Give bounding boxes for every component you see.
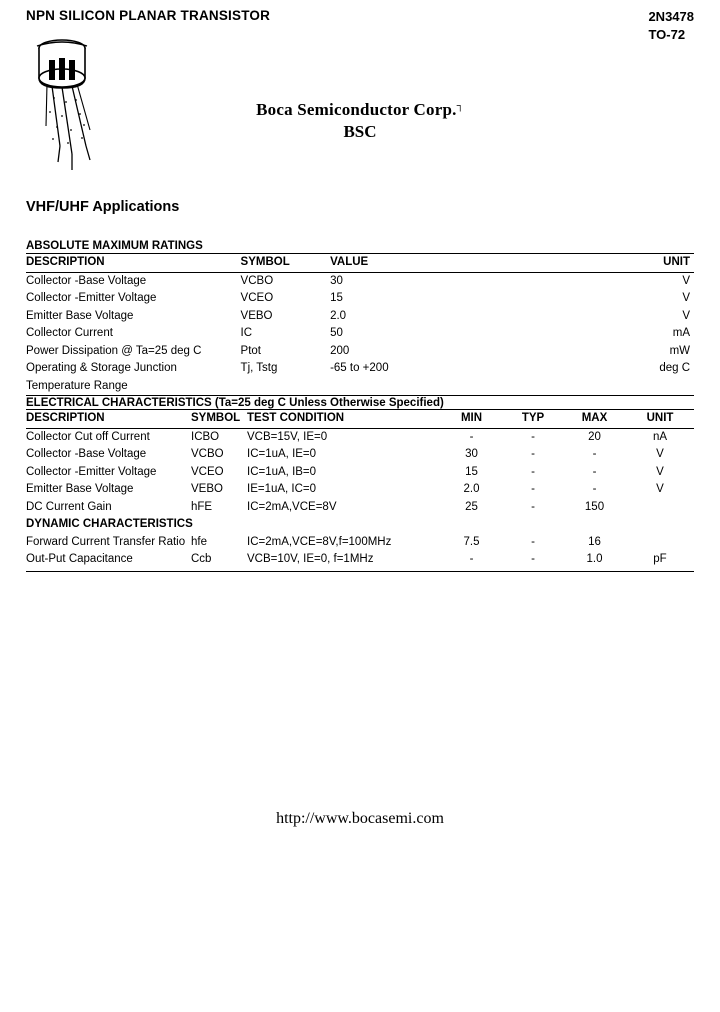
cell-test-condition: IC=1uA, IB=0 — [247, 465, 317, 478]
cell-test-condition: VCB=10V, IE=0, f=1MHz — [247, 553, 374, 566]
cell-description: Collector Cut off Current — [26, 430, 150, 443]
table-row — [26, 308, 694, 326]
cell-unit: deg C — [659, 362, 690, 375]
cell-test-condition: IC=2mA,VCE=8V — [247, 500, 337, 513]
column-header-symbol: SYMBOL — [191, 410, 247, 429]
cell-unit — [626, 499, 694, 517]
cell-symbol: Ptot — [240, 344, 262, 357]
cell-symbol: hfe — [191, 535, 207, 548]
cell-max: 20 — [588, 430, 601, 443]
cell-symbol — [241, 378, 331, 396]
table-header-row — [26, 410, 694, 429]
cell-description: Temperature Range — [26, 379, 128, 392]
website-url[interactable]: http://www.bocasemi.com — [276, 810, 444, 827]
column-header-description: DESCRIPTION — [26, 254, 241, 273]
table-row — [26, 325, 694, 343]
cell-unit: V — [656, 465, 664, 478]
electrical-characteristics-title: ELECTRICAL CHARACTERISTICS (Ta=25 deg C Unless Otherwise Specified) — [26, 395, 694, 409]
column-header-typ: TYP — [503, 410, 563, 429]
company-block — [0, 100, 720, 142]
cell-unit: mA — [672, 327, 690, 340]
cell-value: 50 — [330, 327, 343, 340]
table-row — [26, 343, 694, 361]
cell-symbol: VCBO — [240, 274, 274, 287]
cell-max: 1.0 — [586, 553, 603, 566]
table-row — [26, 446, 694, 464]
absolute-maximum-ratings-table — [26, 253, 694, 395]
cell-unit: pF — [653, 553, 667, 566]
cell-unit: V — [682, 309, 690, 322]
cell-typ: - — [531, 430, 535, 443]
electrical-characteristics-section — [26, 395, 694, 572]
table-row — [26, 290, 694, 308]
company-abbreviation: BSC — [343, 122, 377, 141]
cell-typ: - — [531, 465, 535, 478]
column-header-unit: UNIT — [626, 410, 694, 429]
cell-test-condition: VCB=15V, IE=0 — [247, 430, 328, 443]
cell-unit — [578, 378, 694, 396]
column-header-description: DESCRIPTION — [26, 410, 191, 429]
cell-min: 15 — [465, 465, 478, 478]
column-header-test-condition: TEST CONDITION — [247, 410, 440, 429]
cell-min: 7.5 — [463, 535, 480, 548]
column-header-unit: UNIT — [578, 254, 694, 273]
cell-value: 15 — [330, 292, 343, 305]
column-header-value: VALUE — [330, 254, 578, 273]
cell-description: DC Current Gain — [26, 500, 112, 513]
dynamic-characteristics-subheading: DYNAMIC CHARACTERISTICS — [26, 518, 193, 531]
cell-description: Emitter Base Voltage — [26, 309, 134, 322]
cell-symbol: hFE — [191, 500, 213, 513]
cell-symbol: Ccb — [191, 553, 212, 566]
cell-description: Collector -Base Voltage — [26, 274, 147, 287]
table-bottom-rule — [26, 571, 694, 572]
table-row — [26, 499, 694, 517]
cell-unit: mW — [669, 344, 690, 357]
cell-test-condition: IE=1uA, IC=0 — [247, 483, 317, 496]
specification-tables — [26, 240, 694, 572]
cell-test-condition: IC=1uA, IE=0 — [247, 448, 317, 461]
cell-description: Out-Put Capacitance — [26, 553, 133, 566]
cell-unit: V — [682, 274, 690, 287]
application-heading: VHF/UHF Applications — [26, 199, 180, 215]
cell-description: Collector Current — [26, 327, 113, 340]
part-identification — [648, 8, 694, 43]
cell-unit: V — [656, 448, 664, 461]
cell-symbol: VCBO — [191, 448, 224, 461]
cell-max: - — [592, 465, 597, 478]
cell-typ: - — [531, 535, 535, 548]
cell-typ: - — [531, 448, 535, 461]
cell-symbol: VCEO — [240, 292, 274, 305]
table-row — [26, 481, 694, 499]
document-title: NPN SILICON PLANAR TRANSISTOR — [26, 8, 271, 23]
cell-description: Collector -Emitter Voltage — [26, 292, 157, 305]
table-row — [26, 428, 694, 446]
table-row — [26, 272, 694, 290]
electrical-characteristics-table — [26, 409, 694, 569]
cell-symbol: ICBO — [191, 430, 220, 443]
table-row — [26, 360, 694, 378]
cell-unit: nA — [652, 430, 668, 443]
cell-value: 30 — [330, 274, 343, 287]
table-header-row — [26, 254, 694, 273]
cell-value: 2.0 — [330, 309, 347, 322]
company-name — [0, 100, 720, 120]
cell-max: 16 — [588, 535, 601, 548]
table-row — [26, 534, 694, 552]
trademark-icon: ┐ — [456, 100, 464, 112]
cell-description: Forward Current Transfer Ratio — [26, 535, 186, 548]
cell-max: - — [592, 448, 597, 461]
cell-min: - — [469, 430, 474, 443]
cell-unit: V — [656, 483, 664, 496]
package-type: TO-72 — [648, 26, 686, 42]
cell-symbol: Tj, Tstg — [240, 362, 278, 375]
cell-value: -65 to +200 — [330, 362, 389, 375]
cell-symbol: VCEO — [191, 465, 224, 478]
cell-unit: V — [682, 292, 690, 305]
column-header-symbol: SYMBOL — [241, 254, 331, 273]
cell-typ: - — [531, 553, 535, 566]
cell-description: Operating & Storage Junction — [26, 362, 177, 375]
column-header-max: MAX — [563, 410, 626, 429]
company-name-text: Boca Semiconductor Corp. — [256, 100, 457, 119]
cell-min: 2.0 — [463, 483, 480, 496]
cell-symbol: VEBO — [191, 483, 223, 496]
cell-test-condition: IC=2mA,VCE=8V,f=100MHz — [247, 535, 392, 548]
cell-max: - — [592, 483, 597, 496]
column-header-min: MIN — [440, 410, 503, 429]
cell-min: - — [469, 553, 474, 566]
table-row — [26, 378, 694, 396]
cell-symbol: VEBO — [240, 309, 273, 322]
cell-unit — [626, 534, 694, 552]
cell-value — [330, 378, 578, 396]
cell-description: Emitter Base Voltage — [26, 483, 134, 496]
cell-description: Collector -Base Voltage — [26, 448, 147, 461]
cell-typ: - — [531, 500, 535, 513]
table-row — [26, 551, 694, 569]
cell-typ: - — [531, 483, 535, 496]
cell-symbol: IC — [240, 327, 253, 340]
cell-min: 25 — [465, 500, 478, 513]
cell-description: Collector -Emitter Voltage — [26, 465, 157, 478]
cell-min: 30 — [465, 448, 478, 461]
absolute-maximum-ratings-title: ABSOLUTE MAXIMUM RATINGS — [26, 240, 203, 252]
cell-max: 150 — [584, 500, 605, 513]
dynamic-characteristics-subheading-row — [26, 516, 694, 534]
table-row — [26, 464, 694, 482]
part-number: 2N3478 — [648, 9, 694, 24]
cell-value: 200 — [330, 344, 350, 357]
cell-description: Power Dissipation @ Ta=25 deg C — [26, 344, 202, 357]
